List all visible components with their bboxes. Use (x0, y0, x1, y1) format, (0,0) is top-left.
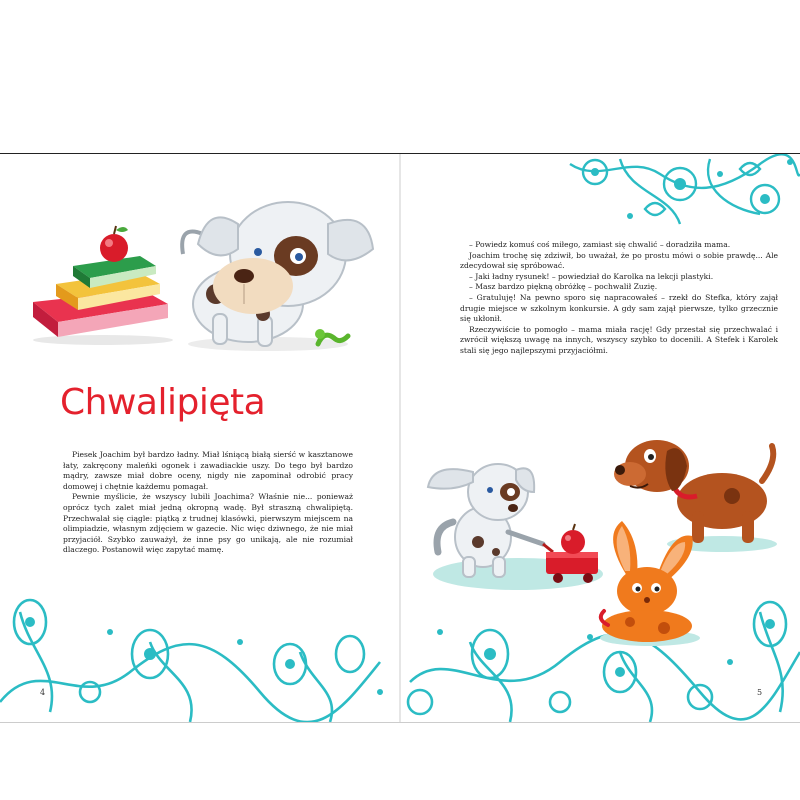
paragraph: – Gratuluję! Na pewno sporo się napracowałeś – rzekł do Stefka, który zajął drugie miejsce w szkolnym konkursie. A gdy sam zajął pierwsze, tylko grzecznie się ukłonił. (460, 292, 778, 324)
left-page-text (63, 450, 353, 556)
paragraph: – Masz bardzo piękną obróżkę – pochwalił Zuzię. (469, 282, 658, 292)
book-spread (0, 153, 800, 723)
page-number-left: 4 (40, 688, 46, 697)
paragraph: Joachim trochę się zdziwił, bo uważał, że po prostu mówi o sobie prawdę... Ale zdecydował się spróbować. (460, 250, 778, 271)
paragraph: Pewnie myślicie, że wszyscy lubili Joachima? Właśnie nie... ponieważ oprócz tych zalet miał jedną okropną wadę. Był straszną chwalipiętą. Przechwalał się ciągle: piątką z trudnej klasówki, pierwszym miejscem na olimpiadzie, własnym zdjęciem w gazecie. Nic więc dziwnego, że nie miał przyjaciół. Szybko zauważył, że inne psy go unikają, ale nie rozumiał dlaczego. Postanowił więc zapytać mamę. (63, 492, 353, 555)
book-stack-illustration (28, 222, 178, 347)
orange-bunny-illustration (592, 516, 707, 651)
puppy-with-wagon-illustration (418, 452, 618, 602)
paragraph: Rzeczywiście to pomogło – mama miała rację! Gdy przestał się przechwalać i zwrócił większą uwagę na innych, wszyscy szybko to docenili. A Stefek i Karolek stali się jego najlepszymi przyjaciółmi. (460, 324, 778, 355)
paragraph: Piesek Joachim był bardzo ładny. Miał lśniącą białą sierść w kasztanowe łaty, zakręcony maleńki ogonek i zawadiackie uszy. Do tego był bardzo mądry, zawsze miał dobre oceny, nigdy nie zapominał odrobić pracy domowej i chętnie każdemu pomagał. (63, 450, 353, 491)
floral-ornament-top-right (560, 154, 800, 234)
paragraph: – Jaki ładny rysunek! – powiedział do Karolka na lekcji plastyki. (469, 271, 714, 281)
page-number-right: 5 (757, 688, 763, 697)
spotted-puppy-illustration (168, 194, 383, 359)
right-page-text (460, 240, 778, 357)
story-title: Chwalipięta (60, 382, 266, 423)
paragraph: – Powiedz komuś coś miłego, zamiast się chwalić – doradziła mama. (469, 240, 731, 249)
